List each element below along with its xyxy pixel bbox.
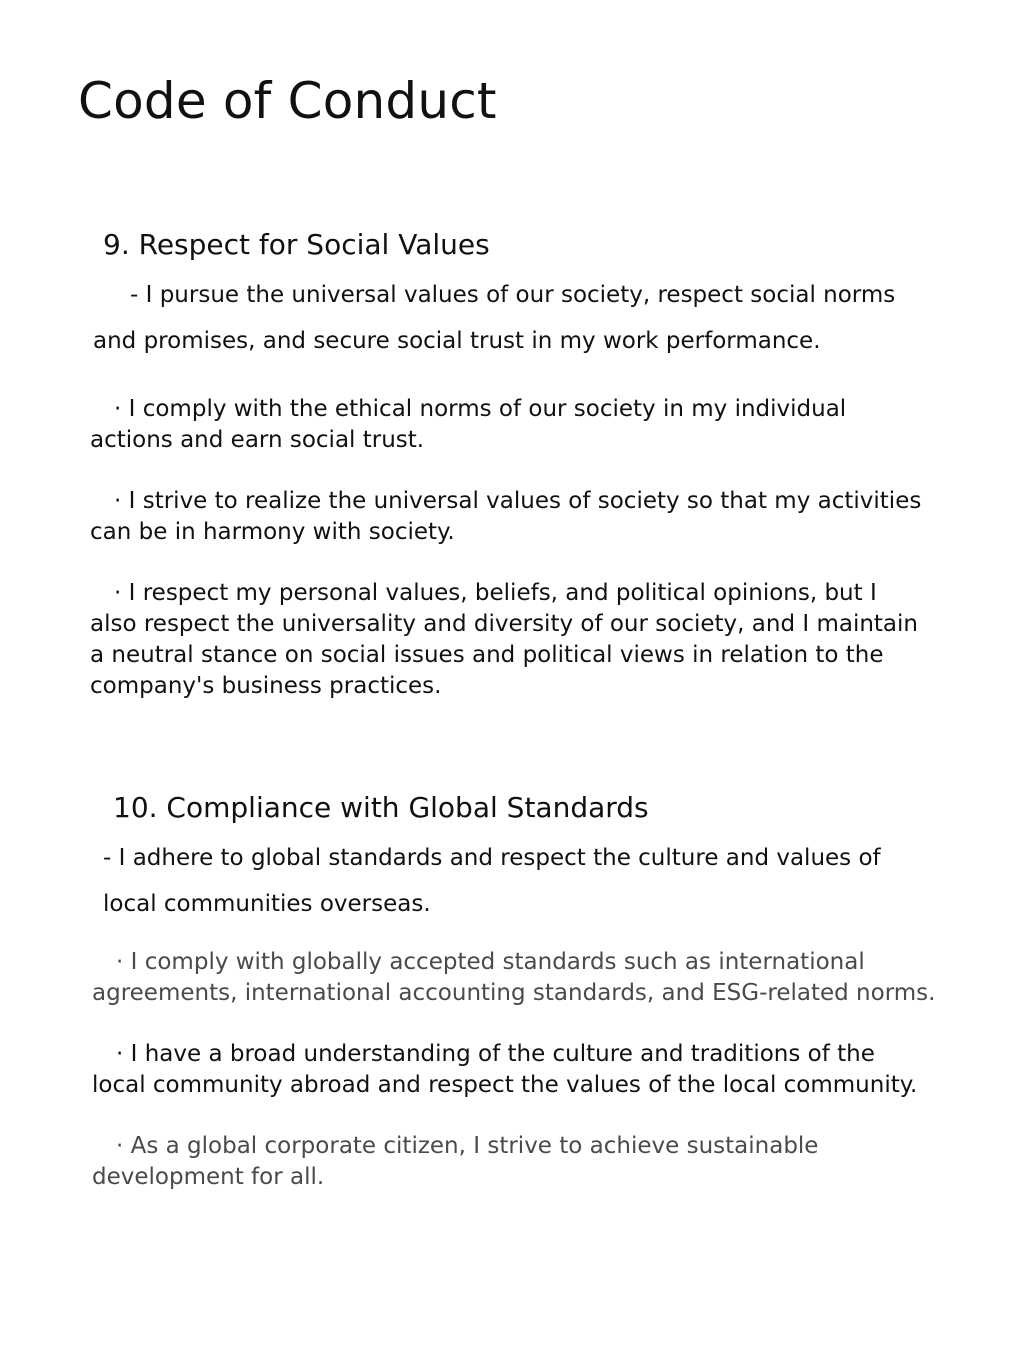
section-9-intro-line-1: - I pursue the universal values of our society, respect social norms bbox=[130, 282, 896, 308]
section-9-heading: 9. Respect for Social Values bbox=[103, 228, 490, 261]
section-9-bullet-3-line-1: · I respect my personal values, beliefs, and political opinions, but I bbox=[114, 580, 877, 606]
section-9-bullet-1 bbox=[90, 394, 950, 456]
section-9-bullet-3-line-4: company's business practices. bbox=[90, 673, 442, 699]
section-10-bullet-1 bbox=[92, 947, 952, 1009]
section-10-bullet-1-line-2: agreements, international accounting standards, and ESG-related norms. bbox=[92, 980, 936, 1006]
section-10-bullet-2-line-2: local community abroad and respect the values of the local community. bbox=[92, 1072, 918, 1098]
section-9-bullet-1-line-1: · I comply with the ethical norms of our society in my individual bbox=[114, 396, 847, 422]
page-title: Code of Conduct bbox=[78, 72, 497, 130]
section-10-intro-line-2: local communities overseas. bbox=[103, 891, 431, 917]
section-9-bullet-3-line-3: a neutral stance on social issues and political views in relation to the bbox=[90, 642, 884, 668]
section-9-bullet-3 bbox=[90, 578, 950, 702]
section-10-heading: 10. Compliance with Global Standards bbox=[113, 791, 649, 824]
section-10-bullet-3-line-1: · As a global corporate citizen, I strive to achieve sustainable bbox=[116, 1133, 819, 1159]
section-9-bullet-2-line-1: · I strive to realize the universal values of society so that my activities bbox=[114, 488, 922, 514]
section-10-bullet-2 bbox=[92, 1039, 952, 1101]
section-9-bullet-2-line-2: can be in harmony with society. bbox=[90, 519, 455, 545]
section-10-bullet-3-line-2: development for all. bbox=[92, 1164, 325, 1190]
section-10-bullet-2-line-1: · I have a broad understanding of the culture and traditions of the bbox=[116, 1041, 875, 1067]
section-9-bullet-3-line-2: also respect the universality and diversity of our society, and I maintain bbox=[90, 611, 918, 637]
section-10-bullet-1-line-1: · I comply with globally accepted standards such as international bbox=[116, 949, 865, 975]
section-10-bullet-3 bbox=[92, 1131, 952, 1193]
section-9-bullet-1-line-2: actions and earn social trust. bbox=[90, 427, 425, 453]
section-9-bullet-2 bbox=[90, 486, 950, 548]
section-9-intro-line-2: and promises, and secure social trust in my work performance. bbox=[93, 328, 821, 354]
section-10-intro-line-1: - I adhere to global standards and respect the culture and values of bbox=[103, 845, 881, 871]
